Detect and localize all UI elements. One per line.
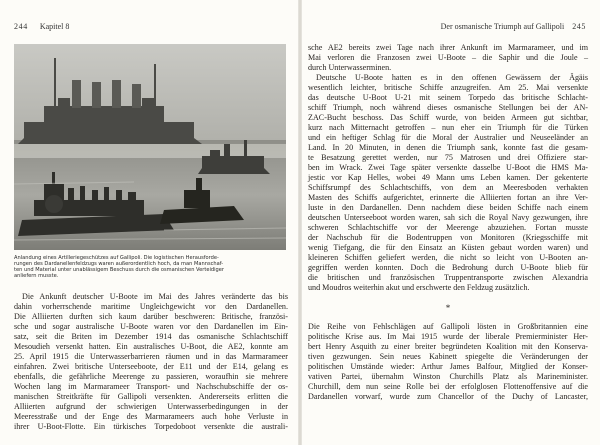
right-running-head — [441, 22, 586, 32]
body-line: ben im Wrack. Zwei Tage später versenkte dasselbe U-Boot die HMS Ma- — [308, 163, 588, 172]
body-line: Land. In 20 Minuten, in denen die Triumph sank, konnte fast die gesam- — [308, 143, 588, 152]
body-line: Die Reihe von Fehlschlägen auf Gallipoli lösten in Großbritannien eine — [308, 322, 588, 331]
body-line: te Besatzung gerettet werden, nur 75 Matrosen und drei Offiziere star- — [308, 153, 588, 162]
left-page-number: 244 — [14, 22, 28, 31]
body-line: und Moudros weiterhin akut und erschwerte den Feldzug zusätzlich. — [308, 283, 530, 292]
body-line: tiven gezwungen. Sein neues Kabinett spiegelte die Veränderungen der — [308, 352, 588, 361]
body-line: luste in den Dardanellen. Denn nachdem diese beiden Schiffe nach einem — [308, 203, 588, 212]
body-line: die britischen und französischen Truppentransporte zwischen Alexandria — [308, 273, 588, 282]
body-line: Dardanellen vorwarf, wurde zum Chancellor of the Duchy of Lancaster, — [308, 392, 588, 401]
body-line: ihrer U-Boot-Flotte. Ein türkisches Torpedoboot versenkte die australi- — [14, 422, 288, 431]
body-line: Alliierten aufgrund der schwierigen Unterwasserbedingungen in der — [14, 402, 288, 411]
right-page — [302, 0, 600, 445]
body-line: wenig Tiefgang, die für den Einsatz an Küsten gebaut worden waren) und — [308, 243, 588, 252]
section-separator: * — [445, 303, 451, 313]
body-line: Meeresstraße und der Enge des Marmarameers auch hohe Verluste in — [14, 412, 288, 421]
body-line: satz, seit die Briten im Dezember 1914 das osmanische Schlachtschiff — [14, 332, 288, 341]
body-line: ZAC-Bucht beschoss. Das Schiff wurde, von beiden Armeen gut sichtbar, — [308, 113, 588, 122]
body-line: 25. April 1915 die Unterwasserbarrieren räumen und in das Marmarameer — [14, 352, 288, 361]
chapter-label: Kapitel 8 — [39, 22, 70, 31]
body-line: vativen Partei, übernahm Winston Churchills Platz als Marineminister. — [308, 372, 588, 381]
caption-line: Anlandung eines Artilleriegeschützes auf Gallipoli. Die logistischen Herausforde- — [14, 255, 219, 261]
body-line: deutschen Unterseeboot worden waren, sah sich die Royal Navy gezwungen, ihre — [308, 213, 588, 222]
body-line: bert Henry Asquith zu einer breiter begründeten Koalition mit den Konserva- — [308, 342, 588, 351]
body-line: Churchill, dem nun seine Rolle bei der erfolglosen Flottenoffensive auf die — [308, 382, 588, 391]
body-line: kleineren Schiffen geliefert werden, die nicht so leicht von U-Booten an- — [308, 253, 588, 262]
caption-line: anliefern musste. — [14, 273, 59, 280]
caption-line: ten und Material unter unablässigem Beschuss durch die osmanischen Verteidiger — [14, 267, 225, 274]
body-line: Mesoudieh versenkt hatten. Ein australisches U-Boot, die AE2, konnte am — [14, 342, 288, 351]
body-line: sche und sogar australische U-Boote waren vor den Dardanellen im Ein- — [14, 322, 288, 331]
body-line: kurz nach Mitternacht getroffen – nun eher ein Triumph für die Türken — [308, 123, 588, 132]
body-line: ebenfalls, die gefährliche Meerenge zu passieren, woraufhin sie mehrere — [14, 372, 288, 381]
body-line: Masten des Schiffs aufgerichtet, erinnerte die Alliierten fortan an ihre Ver- — [308, 193, 588, 202]
body-line: schiff Triumph, noch während dieses osmanische Stellungen bei der AN- — [308, 103, 588, 112]
body-line: politische Krise aus. Im Mai 1915 wurde der liberale Premierminister Her- — [308, 332, 588, 341]
body-line: manischen Streitkräfte für Gallipoli versenkten. Andererseits erlitten die — [14, 392, 288, 401]
body-line: gegriffen werden konnten. Doch die Bedrohung durch U-Boote blieb für — [308, 263, 588, 272]
body-line: jestic vor Kap Helles, wobei 49 Mann ums Leben kamen. Der gekenterte — [308, 173, 588, 182]
body-line: dahin vorherrschende maritime Ungleichgewicht vor den Dardanellen. — [14, 302, 288, 311]
left-body-text — [14, 292, 288, 432]
body-line: Deutsche U-Boote hatten es in den offenen Gewässern der Ägäis — [316, 73, 588, 82]
body-line: und ein heftiger Schlag für die Moral der Australier und Neuseeländer an — [308, 133, 588, 142]
body-line: das deutsche U-Boot U-21 mit seinem Torpedo das britische Schlacht- — [308, 93, 588, 102]
photo-caption — [14, 255, 286, 279]
right-page-number: 245 — [572, 22, 586, 31]
caption-line: rungen des Dardanellenfeldzugs waren außerordentlich hoch, da man Mannschaf- — [14, 261, 224, 268]
running-title: Der osmanische Triumph auf Gallipoli — [440, 22, 565, 31]
left-running-head — [14, 22, 69, 32]
historical-photo-artillery-landing — [14, 44, 286, 250]
body-line: der Nachschub für die Bodentruppen von Monitoren (Kriegsschiffe mit — [308, 233, 588, 242]
body-line: Schiffsrumpf des Schlachtschiffs, von dem an Meeresboden verhakten — [308, 183, 588, 192]
body-line: Die Alliierten durften sich kaum darüber beschweren: Britische, französi- — [14, 312, 288, 321]
body-line: durch Unterwasserminen. — [308, 63, 392, 72]
right-body-text — [308, 43, 588, 402]
body-line: Wochen lang im Marmarameer Transport- und Nachschubschiffe der os- — [14, 382, 288, 391]
body-line: Die Ankunft deutscher U-Boote im Mai des Jahres veränderte das bis — [22, 292, 288, 301]
body-line: politischen Umstände wieder: Arthur James Balfour, Mitglied der Konser- — [308, 362, 588, 371]
left-page — [0, 0, 298, 445]
body-line: wesentlich leichter, britische Schiffe anzugreifen. Am 25. Mai versenkte — [308, 83, 588, 92]
body-line: einfahren. Zwei britische Unterseeboote, der E11 und der E14, gelang es — [14, 362, 288, 371]
body-line: schweren Schlachtschiffe vor der Meerenge abzuziehen. Fortan musste — [308, 223, 588, 232]
body-line: Mai verloren die Franzosen zwei U-Boote – die Saphir und die Joule – — [308, 53, 588, 62]
body-line: sche AE2 bereits zwei Tage nach ihrer Ankunft im Marmarameer, und im — [308, 43, 588, 52]
